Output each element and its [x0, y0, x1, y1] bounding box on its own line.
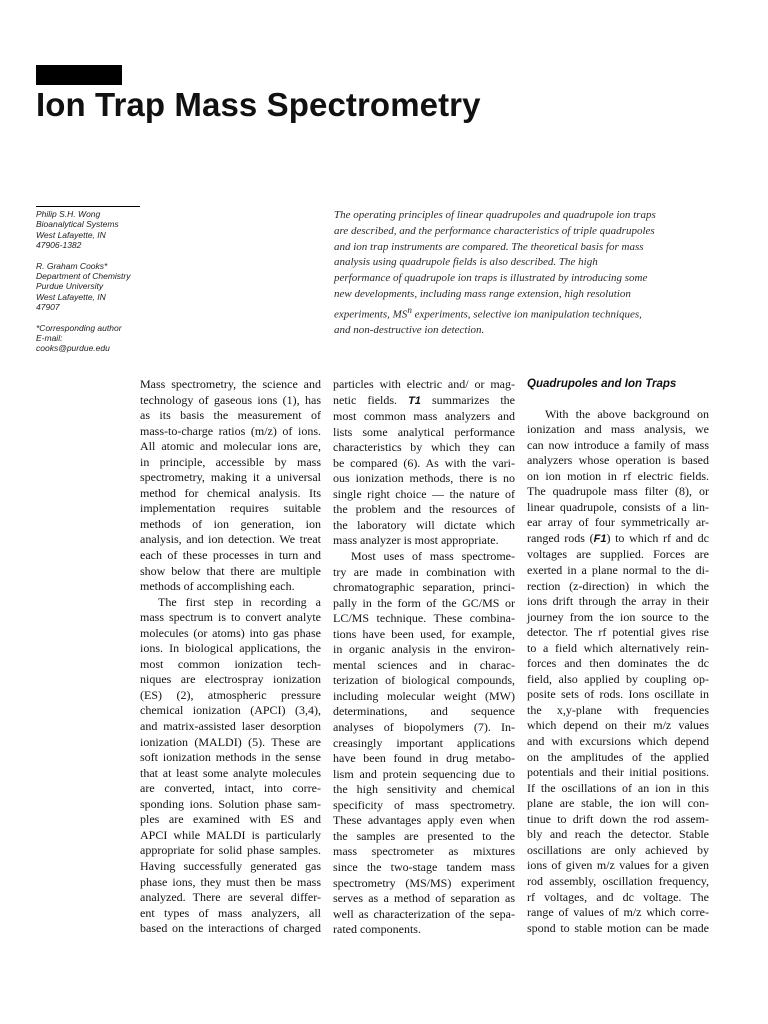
text-line: the samples are presented to the	[333, 828, 515, 843]
text-line: oscillations are only achieved by	[527, 842, 709, 857]
text-line: in principle, accessible by mass	[140, 454, 321, 469]
text-line: niques are electrospray ionization	[140, 672, 321, 687]
text-line: If the oscillations of an ion in this	[527, 780, 709, 795]
abstract-line: new developments, including mass range extension, high resolution	[334, 287, 631, 300]
text-line: range of values of m/z which corre-	[527, 905, 709, 920]
affil-line: R. Graham Cooks*	[36, 260, 108, 271]
affil-line: Philip S.H. Wong	[36, 209, 101, 219]
text-line: ions. In biological applications, the	[140, 641, 321, 656]
text-line: plane are stable, the ion will con-	[527, 796, 709, 811]
text-line: method for chemical analysis. Its	[140, 485, 321, 500]
text-line: and with excursions which depend	[527, 734, 709, 749]
text-line: tions have been used, for example,	[333, 626, 515, 641]
abstract-line: performance of quadrupole ion traps is illustrated by introducing some	[334, 272, 648, 285]
text-segment: ) to which rf and dc	[606, 530, 709, 545]
text-line: technology of gaseous ions (1), has	[140, 392, 321, 407]
text-line: lism and protein sequencing due to	[333, 766, 515, 781]
abstract-line: and ion trap instruments are compared. The theoretical basis for mass	[334, 240, 644, 253]
text-line: soft ionization methods in the sense	[140, 750, 321, 765]
page-title: Ion Trap Mass Spectrometry	[36, 86, 481, 123]
text-line: implementation requires suitable	[140, 501, 321, 516]
text-line: rection (z-direction) in which the	[527, 578, 709, 593]
text-line: spectrometry, making it a universal	[140, 470, 321, 485]
table-reference-t1: T1	[408, 394, 421, 407]
text-line: ous ionization methods, there is no	[333, 471, 515, 486]
text-line	[333, 393, 515, 410]
text-line: including molecular weight (MW)	[333, 688, 515, 703]
text-line: the laboratory will dictate which	[333, 517, 515, 532]
text-line: ent types of mass analyzers, all	[140, 905, 321, 920]
text-line: on ion motion in rf electric fields.	[527, 468, 709, 483]
text-line: With the above background on	[545, 406, 709, 421]
text-line: mass analyzer is most appropriate.	[333, 533, 499, 548]
abstract	[334, 208, 714, 339]
text-line: LC/MS technique. These combina-	[333, 611, 515, 626]
text-line: field, also applied by coupling op-	[527, 671, 709, 686]
text-line: ionization and mass analysis, we	[527, 422, 709, 437]
text-line: most common ionization tech-	[140, 656, 321, 671]
text-line: ear array of four symmetrically ar-	[527, 515, 709, 530]
body-column-3	[527, 377, 709, 936]
text-line: ions of given m/z values for a given	[527, 858, 709, 873]
text-line: APCI while MALDI is particularly	[140, 827, 321, 842]
text-line: journey from the ion source to the	[527, 609, 709, 624]
text-line: most common mass analyzers and	[333, 409, 515, 424]
text-line: based on the interactions of charged	[140, 921, 321, 936]
text-line: creasingly important applications	[333, 735, 515, 750]
text-line: linear quadrupole, consists of a lin-	[527, 499, 709, 514]
text-line: rod assembly, oscillation frequency,	[527, 873, 709, 888]
text-line: the x,y-plane with frequencies	[527, 702, 709, 717]
text-line: chemical ionization (APCI) (3,4),	[140, 703, 321, 718]
text-line: that at least some analyte molecules	[140, 765, 321, 780]
text-line: show below that there are multiple	[140, 563, 321, 578]
text-line: the problem and the resources of	[333, 502, 515, 517]
text-line: (ES) (2), atmospheric pressure	[140, 687, 321, 702]
text-line: Having successfully generated gas	[140, 858, 321, 873]
affil-line: West Lafayette, IN	[36, 291, 106, 302]
text-line: mass-to-charge ratios (m/z) of ions.	[140, 423, 321, 438]
text-segment: netic fields.	[333, 392, 409, 407]
affil-line: E-mail:	[36, 333, 63, 344]
abstract-line	[334, 303, 714, 323]
text-line: ples are examined with ES and	[140, 812, 321, 827]
text-line: The quadrupole mass filter (8), or	[527, 484, 709, 499]
affil-line: Purdue University	[36, 281, 104, 292]
text-line: posite sets of rods. Ions oscillate in	[527, 687, 709, 702]
text-line: pally in the form of the GC/MS or	[333, 595, 515, 610]
text-line: determinations, and sequence	[333, 704, 515, 719]
text-line: analyses of biopolymers (7). In-	[333, 720, 515, 735]
author-affiliations	[36, 206, 140, 364]
text-line: sponding ions. Solution phase sam-	[140, 796, 321, 811]
text-line: terization of biological compounds,	[333, 673, 515, 688]
affil-line: 47906-1382	[36, 240, 82, 251]
text-line: analyzed. There are several differ-	[140, 890, 321, 905]
text-line: forces and then dominates the dc	[527, 656, 709, 671]
affil-line: Department of Chemistry	[36, 271, 131, 282]
text-line: mass spectrum is to convert analyte	[140, 610, 321, 625]
text-line: in organic analysis in the environ-	[333, 642, 515, 657]
text-line: bly and reach the detector. Stable	[527, 827, 709, 842]
text-line: the high sensitivity and chemical	[333, 782, 515, 797]
text-line: ionization (MALDI) (5). These are	[140, 734, 321, 749]
text-line: single right choice — the nature of	[333, 486, 515, 501]
text-line: methods of accomplishing each.	[140, 579, 295, 594]
text-line: and matrix-assisted laser desorption	[140, 719, 321, 734]
text-line: rated components.	[333, 922, 421, 937]
abstract-line: The operating principles of linear quadrupoles and quadrupole ion traps	[334, 209, 656, 221]
text-line: mental sciences and in charac-	[333, 657, 515, 672]
text-line: specificity of mass spectrometry.	[333, 797, 515, 812]
text-line: molecules (or atoms) into gas phase	[140, 625, 321, 640]
text-segment: summarizes the	[420, 392, 515, 407]
affil-line: *Corresponding author	[36, 322, 122, 333]
affil-line: West Lafayette, IN	[36, 229, 106, 240]
email-address: cooks@purdue.edu	[36, 343, 110, 354]
text-line: which depend on their m/z values	[527, 718, 709, 733]
abstract-line: analysis using quadrupole fields is also described. The high	[334, 256, 598, 269]
body-column-2	[333, 377, 515, 938]
text-line: All atomic and molecular ions are,	[140, 439, 321, 454]
text-line: as its basis the measurement of	[140, 408, 321, 423]
text-line: The first step in recording a	[158, 594, 321, 609]
figure-reference-f1: F1	[593, 532, 607, 545]
text-line: analysis, and ion detection. We treat	[140, 532, 321, 547]
text-line: methods of ion generation, ion	[140, 516, 321, 531]
affil-line: Bioanalytical Systems	[36, 219, 119, 230]
text-line: tinue to drift down the rod assem-	[527, 811, 709, 826]
text-line: since the two-stage tandem mass	[333, 859, 515, 874]
text-line: try are made in combination with	[333, 564, 515, 579]
body-column-1	[140, 377, 321, 937]
text-line: Most uses of mass spectrome-	[351, 549, 515, 564]
section-heading: Quadrupoles and Ion Traps	[527, 378, 677, 390]
text-line: These advantages apply even when	[333, 813, 515, 828]
text-line: to a field which alternatively rein-	[527, 640, 709, 655]
text-line: lists some analytical performance	[333, 424, 515, 439]
text-line: characteristics by which they can	[333, 440, 515, 455]
affil-line: 47907	[36, 302, 60, 313]
text-line: appropriate for solid phase samples.	[140, 843, 321, 858]
text-line: mass spectrometer as mixtures	[333, 844, 515, 859]
abstract-line: and non-destructive ion detection.	[334, 324, 485, 337]
author-block-wong	[36, 209, 140, 251]
text-line: detector. The rf potential gives rise	[527, 625, 709, 640]
text-line: exerted in a plane normal to the di-	[527, 563, 709, 578]
text-line	[527, 531, 709, 548]
text-line: phase ions, they must then be mass	[140, 874, 321, 889]
text-line: voltages are supplied. Forces are	[527, 547, 709, 562]
text-line: rf voltages, and dc voltage. The	[527, 889, 709, 904]
author-block-cooks	[36, 261, 140, 313]
text-line: be compared (6). As with the vari-	[333, 455, 515, 470]
text-line: spectrometry (MS/MS) experiment	[333, 875, 515, 890]
text-segment: ranged rods (	[527, 530, 594, 545]
text-line: ions drift through the array in their	[527, 594, 709, 609]
text-line: particles with electric and/ or mag-	[333, 377, 515, 391]
text-line: on the amplitudes of the applied	[527, 749, 709, 764]
text-line: well as characterization of the sepa-	[333, 906, 515, 921]
text-line: analyzers whose operation is based	[527, 453, 709, 468]
text-line: can now introduce a family of mass	[527, 437, 709, 452]
abstract-line: are described, and the performance characteristics of triple quadrupoles	[334, 224, 655, 237]
superscript-n: n	[407, 304, 412, 315]
corresponding-author	[36, 323, 140, 354]
section-marker-bar	[36, 65, 122, 85]
text-line: have been found in drug metabo-	[333, 751, 515, 766]
text-line: spond to stable motion can be made	[527, 920, 709, 935]
text-line: are converted, intact, into corre-	[140, 781, 321, 796]
text-line: Mass spectrometry, the science and	[140, 377, 321, 391]
abstract-text: experiments, selective ion manipulation techniques,	[411, 308, 642, 321]
abstract-text: experiments, MS	[334, 308, 408, 321]
text-line: each of these processes in turn and	[140, 548, 321, 563]
text-line: serves as a method of separation as	[333, 891, 515, 906]
text-line: chromatographic separation, princi-	[333, 580, 515, 595]
text-line: potentials and their initial positions.	[527, 765, 709, 780]
